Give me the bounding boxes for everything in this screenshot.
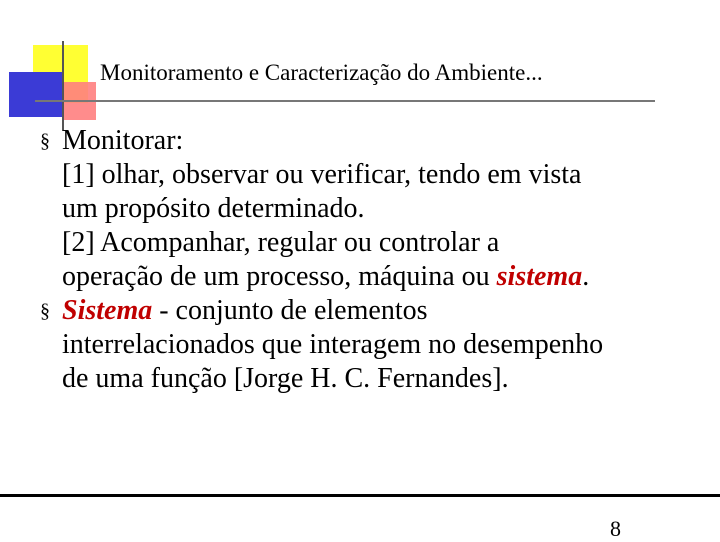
footer-rule <box>0 494 720 497</box>
sistema-term: Sistema <box>62 295 153 326</box>
sistema-line-2: interrelacionados que interagem no desempenho <box>62 329 604 360</box>
definition-1-line-2: um propósito determinado. <box>62 193 365 224</box>
definition-2-line-1: [2] Acompanhar, regular ou controlar a <box>62 227 500 258</box>
bullet-marker: § <box>40 130 50 152</box>
definition-2-end: . <box>582 261 590 292</box>
definition-2-line-2 <box>62 260 694 294</box>
title-underline <box>35 100 655 102</box>
bullet-sistema <box>34 294 694 396</box>
decor-vertical-line <box>62 41 64 131</box>
bullet-marker: § <box>40 300 50 322</box>
bullet-heading: Monitorar: <box>62 125 184 156</box>
decor-blue-square <box>9 72 64 117</box>
page-number: 8 <box>610 516 621 541</box>
definition-1-line-1: [1] olhar, observar ou verificar, tendo em vista <box>62 159 582 190</box>
sistema-line-3: de uma função [Jorge H. C. Fernandes]. <box>62 363 509 394</box>
sistema-definition-start: - conjunto de elementos <box>152 295 428 326</box>
bullet-list <box>34 124 694 396</box>
definition-2-text: operação de um processo, máquina ou <box>62 261 497 292</box>
slide-title: Monitoramento e Caracterização do Ambiente... <box>100 60 543 85</box>
bullet-monitorar <box>34 124 694 294</box>
sistema-line-1 <box>62 294 694 328</box>
sistema-emphasis: sistema <box>496 261 583 292</box>
